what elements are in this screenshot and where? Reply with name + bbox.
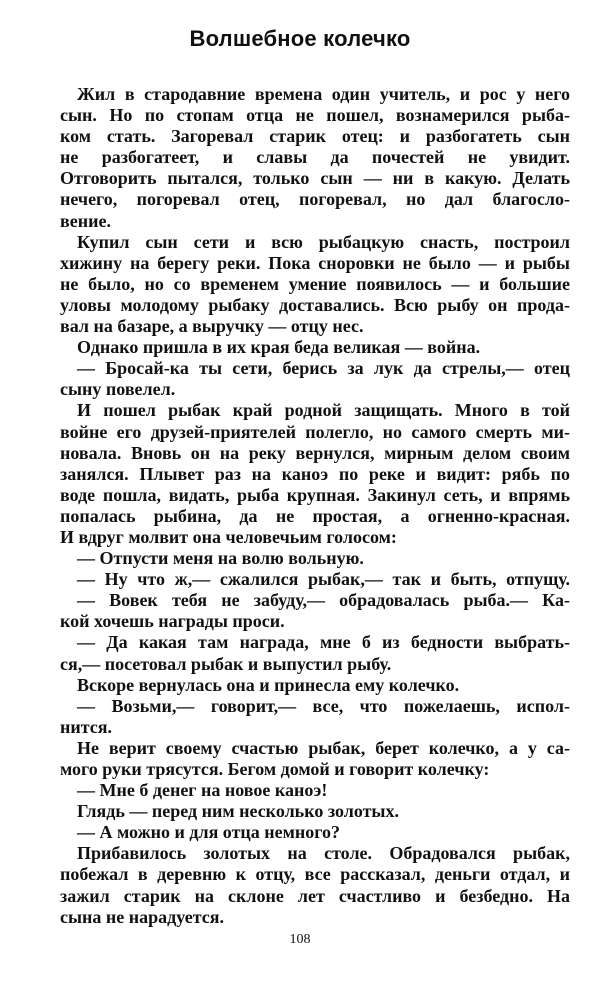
text-line: войне его друзей-приятелей полегло, но самого смерть ми- (60, 421, 570, 442)
text-line: Вскоре вернулась она и принесла ему колечко. (77, 674, 460, 695)
text-line: мого руки трясутся. Бегом домой и говорит колечку: (60, 759, 490, 779)
text-line: сын. Но по стопам отца не пошел, вознамерился рыба- (60, 105, 570, 126)
text-line: вение. (60, 210, 111, 231)
text-line: Глядь — перед ним несколько золотых. (77, 801, 399, 822)
text-line: вал на базаре, а выручку — отцу нес. (60, 316, 364, 337)
text-line: не разбогатеет, и славы да почестей не увидит. (60, 147, 570, 168)
text-line: нечего, погоревал отец, погоревал, но дал благосло- (60, 189, 570, 210)
text-line: нится. (60, 716, 113, 737)
text-line: Однако пришла в их края беда великая — война. (77, 337, 481, 358)
text-line: — Возьми,— говорит,— все, что пожелаешь, испол- (77, 695, 570, 716)
text-line: Не верит своему счастью рыбак, берет колечко, а у са- (77, 737, 570, 758)
story-title: Волшебное колечко (189, 26, 411, 51)
text-line: Отговорить пытался, только сын — ни в какую. Делать (60, 168, 570, 189)
text-line: Жил в стародавние времена один учитель, и рос у него (77, 84, 570, 104)
text-line: — Бросай-ка ты сети, берись за лук да стрелы,— отец (77, 358, 570, 379)
text-line: сына не нарадуется. (60, 906, 224, 927)
text-line: ся,— посетовал рыбак и выпустил рыбу. (60, 653, 392, 674)
text-line: Купил сын сети и всю рыбацкую снасть, построил (77, 231, 570, 252)
text-line: хижину на берегу реки. Пока сноровки не было — и рыбы (60, 252, 570, 273)
text-line: — Отпусти меня на волю вольную. (77, 548, 364, 569)
text-line: побежал в деревню к отцу, все рассказал, деньги отдал, и (60, 864, 570, 885)
text-line: Прибавилось золотых на столе. Обрадовался рыбак, (77, 843, 570, 864)
text-line: — Да какая там награда, мне б из бедности выбрать- (77, 632, 570, 653)
page-number: 108 (289, 932, 311, 947)
text-line: не было, но со временем умение появилось — и большие (60, 273, 570, 294)
text-line: — Ну что ж,— сжалился рыбак,— так и быть, отпущу. (77, 569, 570, 590)
text-line: ком стать. Загоревал старик отец: и разбогатеть сын (60, 126, 570, 147)
text-line: кой хочешь награды проси. (60, 611, 285, 632)
text-line: — Вовек тебя не забуду,— обрадовалась рыба.— Ка- (77, 590, 570, 611)
text-line: занялся. Плывет раз на каноэ по реке и видит: рябь по (60, 463, 570, 484)
text-line: зажил старик на склоне лет счастливо и безбедно. На (60, 885, 570, 906)
story-body (60, 84, 570, 928)
text-line: — Мне б денег на новое каноэ! (77, 780, 328, 801)
text-line: И пошел рыбак край родной защищать. Много в той (77, 400, 570, 421)
text-line: новала. Вновь он на реку вернулся, мирным делом своим (60, 442, 570, 463)
text-line: уловы молодому рыбаку доставались. Всю рыбу он прода- (60, 294, 570, 315)
text-line: сыну повелел. (60, 379, 176, 400)
text-line: воде пошла, видать, рыба крупная. Закинул сеть, и впрямь (60, 484, 570, 505)
text-line: И вдруг молвит она человечьим голосом: (60, 526, 397, 547)
text-line: — А можно и для отца немного? (77, 822, 341, 843)
text-line: попалась рыбина, да не простая, а огненно-красная. (60, 505, 570, 526)
